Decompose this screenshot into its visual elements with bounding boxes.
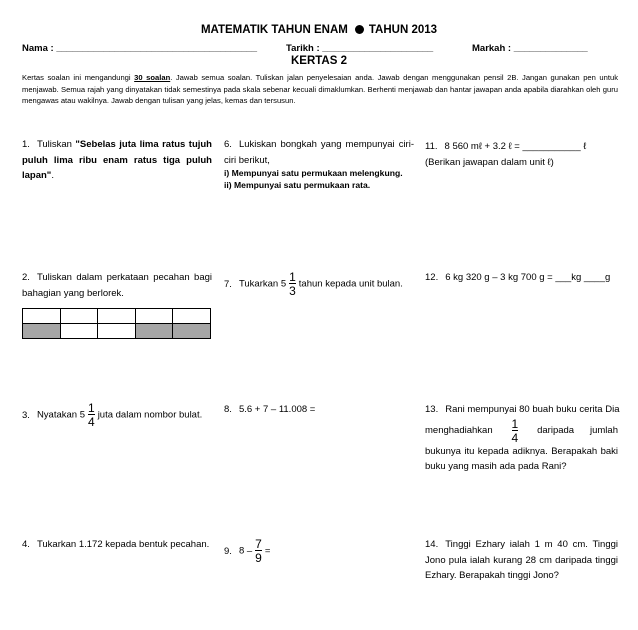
shaded-part <box>135 324 173 339</box>
unshaded-part <box>135 309 173 324</box>
worksheet-title: MATEMATIK TAHUN ENAM TAHUN 2013 <box>200 24 438 36</box>
question-1: 1. Tuliskan "Sebelas juta lima ratus tujuh puluh lima ribu enam ratus tiga puluh lapan". <box>22 139 212 181</box>
question-4: 4. Tukarkan 1.172 kepada bentuk pecahan. <box>22 539 210 550</box>
shaded-part <box>23 324 61 339</box>
unshaded-part <box>98 309 136 324</box>
fraction-bar-row <box>23 324 211 339</box>
fraction: 1 4 <box>511 416 519 445</box>
instructions: Kertas soalan ini mengandungi 30 soalan. Jawab semua soalan. Tuliskan jalan penyelesaian anda. Jawab dengan menggunakan pensil 2B. Jangan gunakan pen untuk menjawab. Semua rajah yang dinyatakan tidak semestinya pada skala sebenar kecuali dimaklumkan. Berhenti menjawab dan hantar jawapan anda apabila diarahkan oleh guru mengawas atau wakilnya. Jawab dengan tulisan yang jelas, kemas dan tersusun. <box>22 73 618 105</box>
question-7: 7. Tukarkan 5 $\frac{1}{3}$ tahun kepada unit bulan. <box>224 270 403 298</box>
nama-field: Nama : ______________________________________ <box>22 43 258 54</box>
fraction: $\frac{1}{4}$ <box>88 401 95 429</box>
unshaded-part <box>98 324 136 339</box>
unshaded-part <box>60 324 98 339</box>
unshaded-part <box>173 309 211 324</box>
question-6: 6. Lukiskan bongkah yang mempunyai ciri-ciri berikut, i) Mempunyai satu permukaan melengkung. ii) Mempunyai satu permukaan rata. <box>224 139 414 190</box>
question-12: 12. 6 kg 320 g – 3 kg 700 g = ___kg ____g <box>425 272 611 283</box>
question-14: 14. Tinggi Ezhary ialah 1 m 40 cm. Tinggi Jono pula ialah kurang 28 cm daripada tinggi Ezhary. Berapakah tinggi Jono? <box>425 539 618 581</box>
unshaded-part <box>60 309 98 324</box>
question-3: 3. Nyatakan 5 $\frac{1}{4}$ juta dalam nombor bulat. <box>22 401 203 429</box>
question-11: 11. 8 560 mℓ + 3.2 ℓ = ___________ ℓ (Berikan jawapan dalam unit ℓ) <box>425 141 587 168</box>
question-8: 8. 5.6 + 7 – 11.008 = <box>224 404 316 415</box>
bullet-icon <box>355 25 364 34</box>
fraction-bar-row <box>23 309 211 324</box>
markah-field: Markah : ______________ <box>472 43 588 54</box>
paper-label: KERTAS 2 <box>290 55 348 67</box>
shaded-part <box>173 324 211 339</box>
question-count: 30 soalan <box>134 73 171 82</box>
fraction: $\frac{1}{3}$ <box>289 270 296 298</box>
tarikh-field: Tarikh : _____________________ <box>286 43 434 54</box>
fraction: $\frac{7}{9}$ <box>255 537 262 565</box>
fraction-bar-diagram <box>22 308 211 339</box>
question-2: 2. Tuliskan dalam perkataan pecahan bagi bahagian yang berlorek. <box>22 272 212 299</box>
question-9: 9. 8 – $\frac{7}{9}$ = <box>224 537 271 565</box>
unshaded-part <box>23 309 61 324</box>
question-13: 13. Rani mempunyai 80 buah buku cerita Dia menghadiahkan 1 4 daripada jumlah bukunya itu kepada adiknya. Berapakah baki buku yang masih ada pada Rani? <box>425 404 620 472</box>
